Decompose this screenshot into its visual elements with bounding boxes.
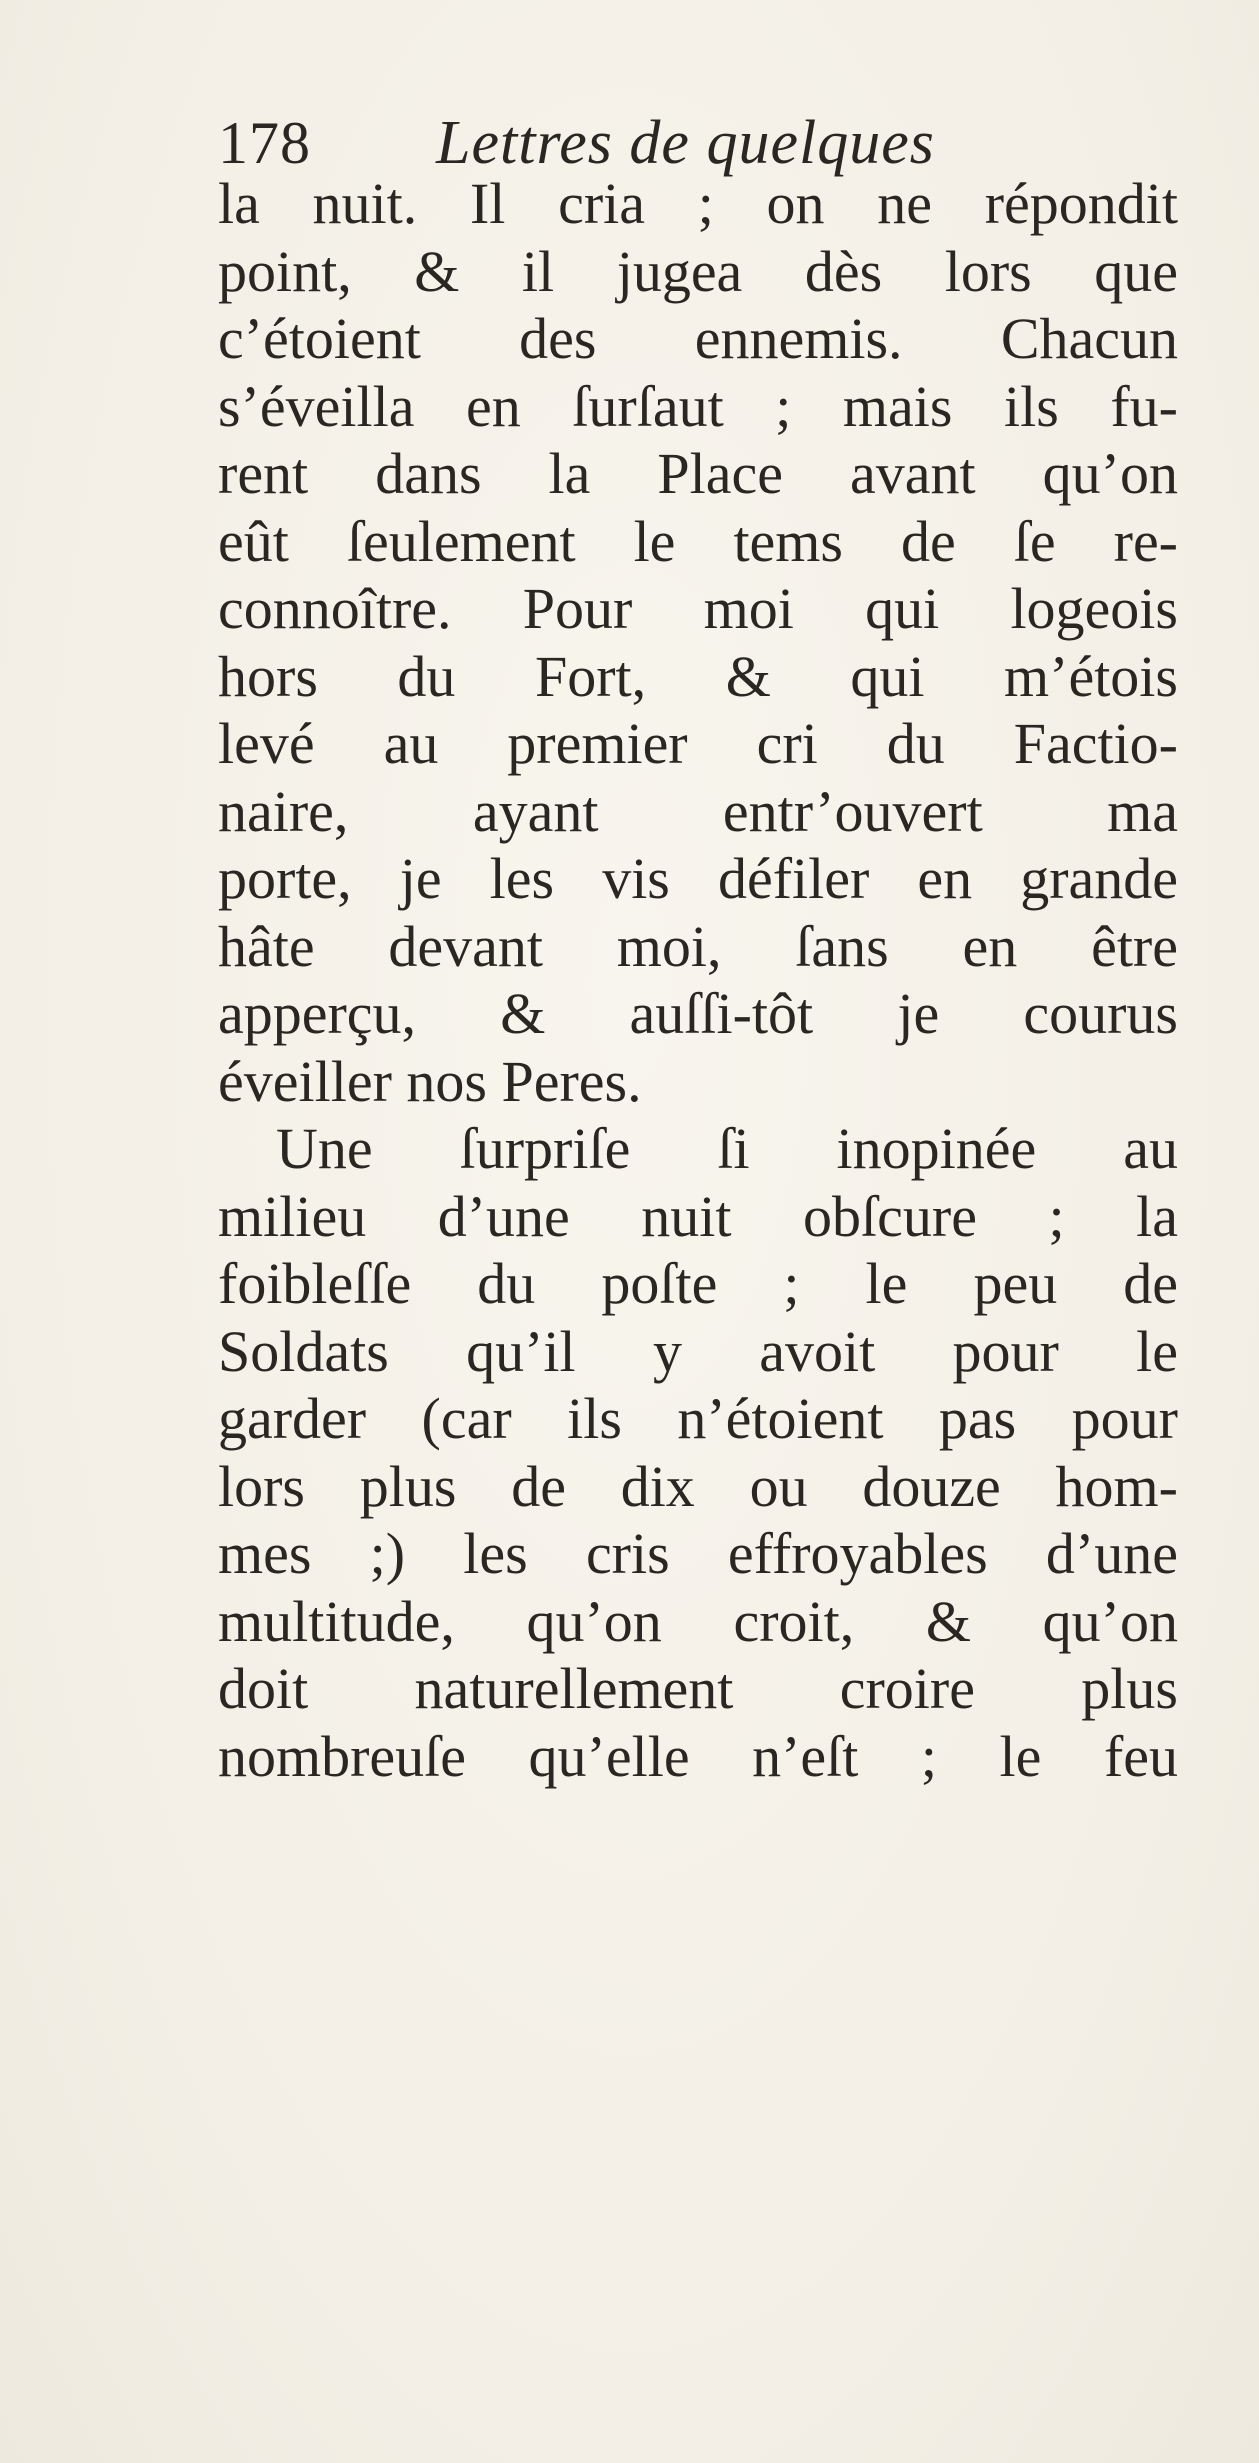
text-line: hors du Fort, & qui m’étois [218,643,1178,709]
text-line: doit naturellement croire plus [218,1656,1178,1721]
paragraph-start-line: Une ſurpriſe ſi inopinée au [276,1116,1178,1181]
text-line: nombreuſe qu’elle n’eſt ; le feu [218,1723,1178,1789]
text-line: garder (car ils n’étoient pas pour [218,1386,1178,1451]
page-number: 178 [218,110,311,176]
text-line: multitude, qu’on croit, & qu’on [218,1588,1178,1654]
text-line: eût ſeulement le tems de ſe re- [218,508,1178,574]
text-line: naire, ayant entr’ouvert ma [218,778,1178,844]
body-text [218,170,1178,1790]
running-title: Lettres de quelques [436,109,935,177]
text-line: apperçu, & auſſi-tôt je courus [218,981,1178,1046]
text-line: connoître. Pour moi qui logeois [218,576,1178,641]
text-line: s’éveilla en ſurſaut ; mais ils fu- [218,373,1178,439]
text-line: point, & il jugea dès lors que [218,238,1178,304]
paragraph-end-line: éveiller nos Peres. [218,1048,642,1114]
text-line: lors plus de dix ou douze hom- [218,1453,1178,1519]
text-line: rent dans la Place avant qu’on [218,441,1178,506]
text-line: la nuit. Il cria ; on ne répondit [218,171,1178,236]
text-line: hâte devant moi, ſans en être [218,913,1178,979]
text-line: foibleſſe du poſte ; le peu de [218,1251,1178,1316]
page-header [218,108,1218,178]
text-line: Soldats qu’il y avoit pour le [218,1318,1178,1384]
text-line: levé au premier cri du Factio- [218,711,1178,776]
text-line: mes ;) les cris effroyables d’une [218,1521,1178,1586]
text-line: milieu d’une nuit obſcure ; la [218,1183,1178,1249]
text-line: c’étoient des ennemis. Chacun [218,306,1178,371]
text-line: porte, je les vis défiler en grande [218,846,1178,911]
